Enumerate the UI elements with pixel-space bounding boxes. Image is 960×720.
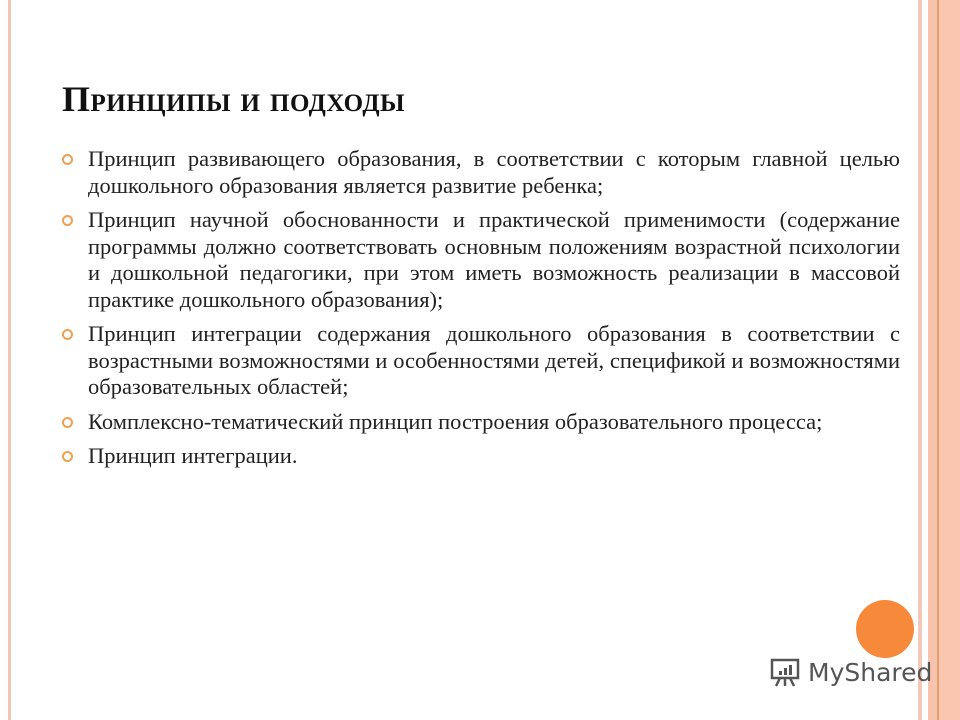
- bullet-icon: [62, 451, 73, 462]
- bullet-icon: [62, 215, 73, 226]
- bullet-icon: [62, 417, 73, 428]
- list-item-text: Принцип интеграции.: [88, 443, 298, 468]
- watermark-logo: [768, 656, 932, 688]
- slide-title: Принципы и подходы: [62, 79, 406, 119]
- list-item-text: Принцип развивающего образования, в соответствии с которым главной целью дошкольного образования является развитие ребенка;: [88, 146, 900, 198]
- list-item-text: Принцип интеграции содержания дошкольного образования в соответствии с возрастными возможностями и особенностями детей, спецификой и возможностями образовательных областей;: [88, 321, 900, 399]
- left-border-line: [8, 0, 11, 720]
- decorative-stripe: [939, 0, 960, 720]
- decorative-stripe: [918, 0, 922, 720]
- list-item: [62, 321, 900, 401]
- list-item: [62, 207, 900, 313]
- list-item: [62, 443, 900, 470]
- list-item-text: Комплексно-тематический принцип построения образовательного процесса;: [88, 408, 823, 434]
- list-item: [62, 409, 900, 436]
- decorative-circle: [856, 600, 914, 658]
- list-item: [62, 146, 900, 199]
- list-item-text: Принцип научной обоснованности и практической применимости (содержание программы должно соответствовать основным положениям возрастной психологии и дошкольной педагогики, при этом иметь возможность реализации в массовой практике дошкольного образования);: [88, 207, 900, 312]
- bullet-list: [62, 146, 900, 478]
- bullet-icon: [62, 154, 73, 165]
- decorative-stripe: [928, 0, 937, 720]
- watermark-text: MyShared: [808, 657, 933, 687]
- bullet-icon: [62, 329, 73, 340]
- presentation-board-icon: [768, 656, 802, 688]
